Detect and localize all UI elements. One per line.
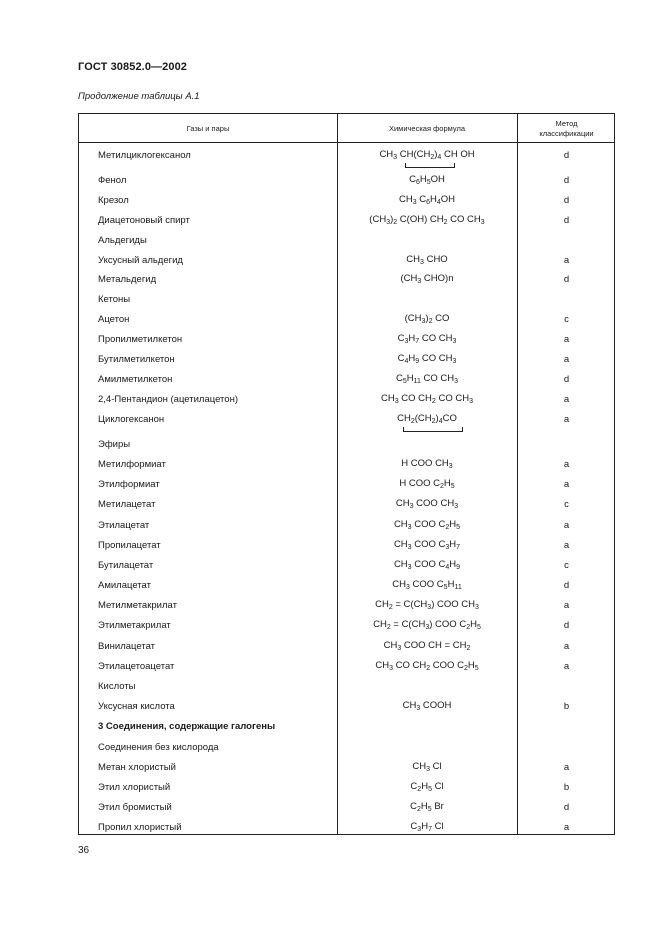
table-row: [79, 777, 614, 797]
column-header-gas: Газы и пары: [186, 123, 230, 133]
substance-name: Пропилацетат: [98, 539, 161, 551]
column-header-formula: Химическая формула: [388, 123, 465, 133]
substance-name: Кетоны: [98, 293, 131, 305]
chemical-formula: [337, 535, 517, 555]
classification-method: b: [563, 700, 570, 712]
chemical-formula: [337, 595, 517, 615]
formula-text: $CH_3$ CHO: [406, 254, 448, 266]
classification-method: b: [563, 781, 570, 793]
chemical-formula: [337, 389, 517, 409]
classification-method: a: [563, 333, 570, 345]
table-row: [79, 145, 614, 165]
table-row: [79, 716, 614, 736]
chemical-formula: [337, 309, 517, 329]
chemical-formula: [337, 676, 517, 696]
substance-name: Этилметакрилат: [98, 619, 171, 631]
formula-text: $CH_3$ Cl: [412, 761, 442, 773]
document-header: ГОСТ 30852.0—2002: [78, 61, 188, 73]
classification-method: c: [564, 559, 569, 571]
substance-name: Метилметакрилат: [98, 599, 177, 611]
chemical-formula: [337, 696, 517, 716]
substance-name: Этил хлористый: [98, 781, 171, 793]
chemical-formula: [337, 575, 517, 595]
classification-method: [517, 716, 616, 736]
chemical-formula: [337, 289, 517, 309]
formula-text: H COO $C_2H_5$: [399, 478, 455, 490]
substance-name: Метальдегид: [98, 273, 157, 285]
classification-method: a: [563, 413, 570, 425]
table-header-row: [79, 114, 614, 143]
substance-name: Бутилацетат: [98, 559, 154, 571]
formula-text: $C_4H_9$ CO $CH_3$: [397, 353, 457, 365]
classification-method: d: [563, 194, 570, 206]
formula-text: ($CH_3$ CHO)n: [400, 273, 454, 285]
substance-name: Фенол: [98, 174, 127, 186]
table-row: [79, 409, 614, 429]
table-row: [79, 454, 614, 474]
chemical-formula: [337, 170, 517, 190]
classification-method: [517, 289, 616, 309]
table-row: [79, 636, 614, 656]
chemical-formula: [337, 434, 517, 454]
formula-text: $CH_3$ CO $CH_2$ CO $CH_3$: [381, 393, 473, 405]
formula-text: $CH_3$ CO $CH_2$ COO $C_2H_5$: [375, 660, 479, 672]
formula-text: $(CH_3)_2$ CO: [404, 313, 450, 325]
classification-method: a: [563, 599, 570, 611]
table-row: [79, 595, 614, 615]
table-row: [79, 817, 614, 837]
ring-bond-bracket: [405, 163, 455, 168]
classification-method: a: [563, 478, 570, 490]
table-row: [79, 615, 614, 635]
table-row: [79, 250, 614, 270]
classification-method: a: [563, 761, 570, 773]
formula-text: $CH_3$ COO $C_3H_7$: [393, 539, 461, 551]
table-row: [79, 369, 614, 389]
table-row: [79, 474, 614, 494]
table-row: [79, 797, 614, 817]
ring-bond-bracket: [403, 427, 463, 432]
table-row: [79, 389, 614, 409]
substance-name: Уксусный альдегид: [98, 254, 183, 266]
substance-name: Этилацетоацетат: [98, 660, 175, 672]
table-row: [79, 535, 614, 555]
classification-method: d: [563, 579, 570, 591]
chemical-formula: [337, 757, 517, 777]
classification-method: d: [563, 149, 570, 161]
substance-name: Пропил хлористый: [98, 821, 182, 833]
table-row: [79, 555, 614, 575]
table-row: [79, 230, 614, 250]
table-row: [79, 434, 614, 454]
formula-text: $CH_3$ COO $C_2H_5$: [393, 519, 461, 531]
table-row: [79, 757, 614, 777]
table-row: [79, 575, 614, 595]
classification-method: a: [563, 660, 570, 672]
table-row: [79, 210, 614, 230]
classification-method: d: [563, 273, 570, 285]
classification-method: [517, 737, 616, 757]
classification-method: [517, 434, 616, 454]
substance-name: Бутилметилкетон: [98, 353, 175, 365]
substance-name: Этилформиат: [98, 478, 160, 490]
formula-text: $CH_3$ COO $C_4H_9$: [393, 559, 461, 571]
formula-text: $C_3H_7$ Cl: [410, 821, 444, 833]
chemical-formula: [337, 494, 517, 514]
chemical-formula: [337, 636, 517, 656]
formula-text: $C_2H_5$ Cl: [410, 781, 444, 793]
substance-name: 2,4-Пентандион (ацетилацетон): [98, 393, 238, 405]
formula-text: $CH_3$ $C_6H_4OH$: [398, 194, 456, 206]
chemical-formula: [337, 250, 517, 270]
substance-name: Метилформиат: [98, 458, 166, 470]
substance-name: Метилциклогексанол: [98, 149, 191, 161]
substance-name: Диацетоновый спирт: [98, 214, 190, 226]
chemical-formula: [337, 369, 517, 389]
chemical-formula: [337, 515, 517, 535]
classification-table: [78, 113, 615, 835]
table-row: [79, 190, 614, 210]
table-row: [79, 676, 614, 696]
substance-name: Амилацетат: [98, 579, 151, 591]
substance-name: Кислоты: [98, 680, 136, 692]
formula-text: $C_2H_5$ Br: [410, 801, 444, 813]
chemical-formula: [337, 269, 517, 289]
chemical-formula: [337, 454, 517, 474]
chemical-formula: [337, 145, 517, 165]
classification-method: a: [563, 519, 570, 531]
substance-name: Метан хлористый: [98, 761, 176, 773]
substance-name: Циклогексанон: [98, 413, 165, 425]
classification-method: [517, 230, 616, 250]
table-row: [79, 656, 614, 676]
table-row: [79, 737, 614, 757]
table-row: [79, 329, 614, 349]
classification-method: d: [563, 801, 570, 813]
table-row: [79, 170, 614, 190]
substance-name: Ацетон: [98, 313, 130, 325]
formula-text: $C_3H_7$ CO $CH_3$: [397, 333, 457, 345]
formula-text: $CH_3$ $CH(CH_2)_4$ CH OH: [379, 149, 474, 161]
substance-name: Метилацетат: [98, 498, 156, 510]
table-row: [79, 349, 614, 369]
chemical-formula: [337, 210, 517, 230]
substance-name: Соединения без кислорода: [98, 741, 219, 753]
chemical-formula: [337, 817, 517, 837]
classification-method: a: [563, 353, 570, 365]
chemical-formula: [337, 474, 517, 494]
formula-text: $C_5H_{11}$ CO $CH_3$: [395, 373, 459, 385]
substance-name: Крезол: [98, 194, 129, 206]
substance-name: Этил бромистый: [98, 801, 172, 813]
chemical-formula: [337, 777, 517, 797]
table-row: [79, 269, 614, 289]
table-row: [79, 696, 614, 716]
classification-method: a: [563, 821, 570, 833]
substance-name: Альдегиды: [98, 234, 147, 246]
formula-text: $(CH_3)_2$ C(OH) $CH_2$ CO $CH_3$: [369, 214, 485, 226]
formula-text: $CH_3$ COO $CH_3$: [395, 498, 459, 510]
page-number: 36: [78, 845, 90, 856]
chemical-formula: [337, 555, 517, 575]
classification-method: c: [564, 498, 569, 510]
classification-method: d: [563, 174, 570, 186]
column-header-method: Метод классификации: [539, 118, 594, 138]
chemical-formula: [337, 716, 517, 736]
chemical-formula: [337, 615, 517, 635]
formula-text: $CH_3$ COOH: [402, 700, 452, 712]
substance-name: 3 Соединения, содержащие галогены: [98, 720, 276, 732]
substance-name: Этилацетат: [98, 519, 150, 531]
formula-text: H COO $CH_3$: [401, 458, 453, 470]
substance-name: Эфиры: [98, 438, 131, 450]
substance-name: Винилацетат: [98, 640, 155, 652]
classification-method: a: [563, 640, 570, 652]
chemical-formula: [337, 656, 517, 676]
substance-name: Уксусная кислота: [98, 700, 175, 712]
classification-method: [517, 676, 616, 696]
chemical-formula: [337, 797, 517, 817]
classification-method: d: [563, 619, 570, 631]
table-row: [79, 289, 614, 309]
chemical-formula: [337, 737, 517, 757]
formula-text: $CH_2(CH_2)_4CO$: [397, 413, 457, 425]
classification-method: d: [563, 373, 570, 385]
classification-method: a: [563, 254, 570, 266]
chemical-formula: [337, 230, 517, 250]
table-row: [79, 309, 614, 329]
chemical-formula: [337, 409, 517, 429]
table-row: [79, 515, 614, 535]
substance-name: Пропилметилкетон: [98, 333, 183, 345]
classification-method: d: [563, 214, 570, 226]
classification-method: a: [563, 539, 570, 551]
classification-method: c: [564, 313, 569, 325]
formula-text: $CH_2 = C(CH_3)$ COO $C_2H_5$: [373, 619, 481, 631]
chemical-formula: [337, 329, 517, 349]
table-row: [79, 494, 614, 514]
classification-method: a: [563, 393, 570, 405]
formula-text: $CH_3$ COO $C_5H_{11}$: [392, 579, 462, 591]
table-caption: Продолжение таблицы А.1: [78, 91, 200, 102]
classification-method: a: [563, 458, 570, 470]
substance-name: Амилметилкетон: [98, 373, 173, 385]
formula-text: $C_6H_5OH$: [409, 174, 445, 186]
formula-text: $CH_3$ COO CH = $CH_2$: [383, 640, 471, 652]
chemical-formula: [337, 190, 517, 210]
formula-text: $CH_2 = C(CH_3)$ COO $CH_3$: [375, 599, 479, 611]
chemical-formula: [337, 349, 517, 369]
